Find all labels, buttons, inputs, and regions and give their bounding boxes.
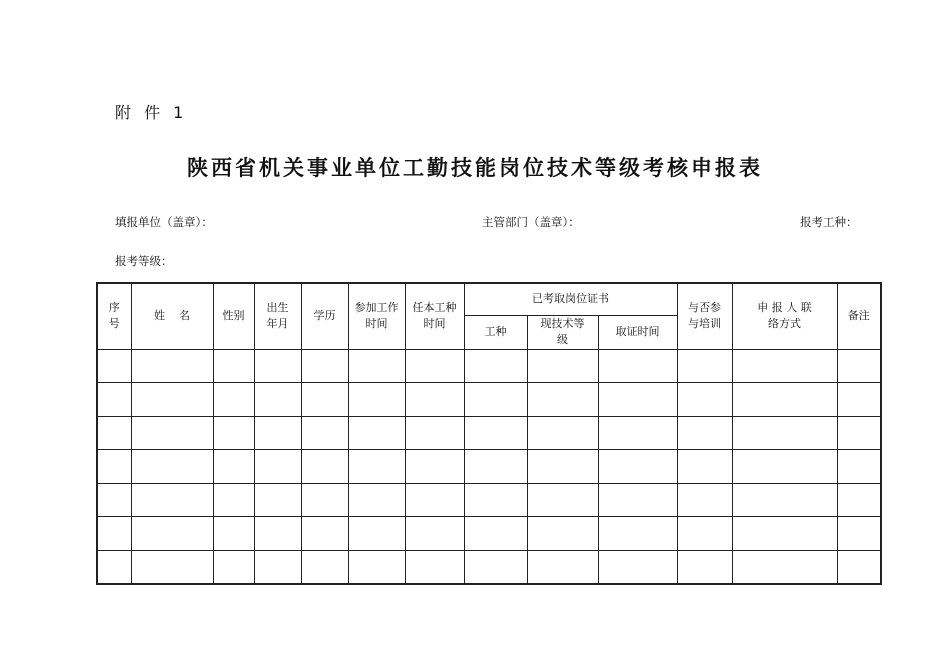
table-cell[interactable] (598, 383, 677, 417)
table-cell[interactable] (405, 517, 464, 551)
application-table (96, 282, 882, 585)
table-cell[interactable] (464, 517, 527, 551)
table-cell[interactable] (732, 550, 837, 584)
header-cert-level: 现技术等级 (527, 315, 598, 349)
table-cell[interactable] (677, 349, 732, 383)
table-cell[interactable] (348, 517, 405, 551)
table-row (97, 383, 881, 417)
table-cell[interactable] (405, 416, 464, 450)
table-cell[interactable] (97, 517, 131, 551)
table-row (97, 517, 881, 551)
table-cell[interactable] (527, 550, 598, 584)
table-cell[interactable] (732, 416, 837, 450)
header-birth: 出生年月 (254, 283, 301, 349)
table-cell[interactable] (732, 517, 837, 551)
table-cell[interactable] (677, 450, 732, 484)
table-cell[interactable] (464, 349, 527, 383)
header-cert-time: 取证时间 (598, 315, 677, 349)
table-cell[interactable] (837, 517, 881, 551)
table-cell[interactable] (97, 450, 131, 484)
table-cell[interactable] (598, 550, 677, 584)
table-cell[interactable] (464, 416, 527, 450)
table-cell[interactable] (213, 416, 254, 450)
table-cell[interactable] (213, 517, 254, 551)
table-cell[interactable] (301, 483, 348, 517)
table-cell[interactable] (254, 383, 301, 417)
header-name: 姓 名 (131, 283, 213, 349)
table-cell[interactable] (301, 550, 348, 584)
table-cell[interactable] (348, 550, 405, 584)
unit-field-label: 填报单位（盖章）： (115, 215, 213, 229)
table-cell[interactable] (254, 550, 301, 584)
table-cell[interactable] (405, 383, 464, 417)
header-work-start: 参加工作时间 (348, 283, 405, 349)
table-cell[interactable] (213, 383, 254, 417)
attachment-label: 附 件 1 (115, 103, 188, 122)
table-cell[interactable] (732, 383, 837, 417)
table-cell[interactable] (131, 483, 213, 517)
table-cell[interactable] (527, 383, 598, 417)
table-cell[interactable] (732, 349, 837, 383)
table-cell[interactable] (677, 383, 732, 417)
table-cell[interactable] (131, 450, 213, 484)
table-cell[interactable] (598, 450, 677, 484)
header-cert-type: 工种 (464, 315, 527, 349)
table-cell[interactable] (97, 383, 131, 417)
table-cell[interactable] (254, 450, 301, 484)
table-cell[interactable] (527, 483, 598, 517)
table-cell[interactable] (97, 416, 131, 450)
table-body (97, 349, 881, 584)
table-cell[interactable] (131, 550, 213, 584)
table-cell[interactable] (464, 483, 527, 517)
table-cell[interactable] (732, 483, 837, 517)
table-cell[interactable] (527, 416, 598, 450)
table-cell[interactable] (837, 450, 881, 484)
header-cert-group: 已考取岗位证书 (464, 283, 677, 315)
exam-type-field-label: 报考工种： (800, 215, 858, 229)
table-cell[interactable] (598, 483, 677, 517)
header-gender: 性别 (213, 283, 254, 349)
header-contact: 申 报 人 联络方式 (732, 283, 837, 349)
table-cell[interactable] (301, 450, 348, 484)
table-cell[interactable] (527, 349, 598, 383)
table-cell[interactable] (131, 416, 213, 450)
table-cell[interactable] (213, 483, 254, 517)
table-cell[interactable] (405, 550, 464, 584)
table-cell[interactable] (598, 349, 677, 383)
table-cell[interactable] (301, 416, 348, 450)
exam-level-field-label: 报考等级： (115, 254, 173, 268)
table-cell[interactable] (598, 416, 677, 450)
table-cell[interactable] (837, 383, 881, 417)
table-cell[interactable] (732, 450, 837, 484)
table-cell[interactable] (405, 483, 464, 517)
table-cell[interactable] (677, 517, 732, 551)
table-cell[interactable] (254, 483, 301, 517)
table-cell[interactable] (677, 416, 732, 450)
table-row (97, 550, 881, 584)
header-education: 学历 (301, 283, 348, 349)
form-title: 陕西省机关事业单位工勤技能岗位技术等级考核申报表 (187, 155, 763, 180)
table-cell[interactable] (464, 450, 527, 484)
table-row (97, 483, 881, 517)
header-remarks: 备注 (837, 283, 881, 349)
table-cell[interactable] (213, 550, 254, 584)
table-cell[interactable] (213, 349, 254, 383)
table-cell[interactable] (97, 550, 131, 584)
table-cell[interactable] (348, 450, 405, 484)
table-cell[interactable] (348, 416, 405, 450)
table-cell[interactable] (301, 383, 348, 417)
table-cell[interactable] (677, 483, 732, 517)
table-cell[interactable] (348, 349, 405, 383)
table-cell[interactable] (301, 517, 348, 551)
table-cell[interactable] (301, 349, 348, 383)
header-training: 与否参与培训 (677, 283, 732, 349)
table-cell[interactable] (405, 450, 464, 484)
table-cell[interactable] (254, 349, 301, 383)
header-current-job-time: 任本工种时间 (405, 283, 464, 349)
table-cell[interactable] (405, 349, 464, 383)
table-row (97, 450, 881, 484)
table-cell[interactable] (837, 483, 881, 517)
header-seq: 序号 (97, 283, 131, 349)
table-cell[interactable] (598, 517, 677, 551)
table-cell[interactable] (254, 416, 301, 450)
table-cell[interactable] (464, 550, 527, 584)
table-row (97, 349, 881, 383)
table-cell[interactable] (348, 483, 405, 517)
table-cell[interactable] (131, 383, 213, 417)
table-cell[interactable] (527, 517, 598, 551)
table-cell[interactable] (677, 550, 732, 584)
table-cell[interactable] (527, 450, 598, 484)
table-cell[interactable] (837, 550, 881, 584)
table-cell[interactable] (213, 450, 254, 484)
table-cell[interactable] (837, 349, 881, 383)
table-row (97, 416, 881, 450)
table-cell[interactable] (254, 517, 301, 551)
table-cell[interactable] (348, 383, 405, 417)
table-cell[interactable] (131, 349, 213, 383)
table-cell[interactable] (97, 483, 131, 517)
dept-field-label: 主管部门（盖章）： (482, 215, 580, 229)
table-cell[interactable] (131, 517, 213, 551)
table-cell[interactable] (97, 349, 131, 383)
table-cell[interactable] (464, 383, 527, 417)
table-cell[interactable] (837, 416, 881, 450)
